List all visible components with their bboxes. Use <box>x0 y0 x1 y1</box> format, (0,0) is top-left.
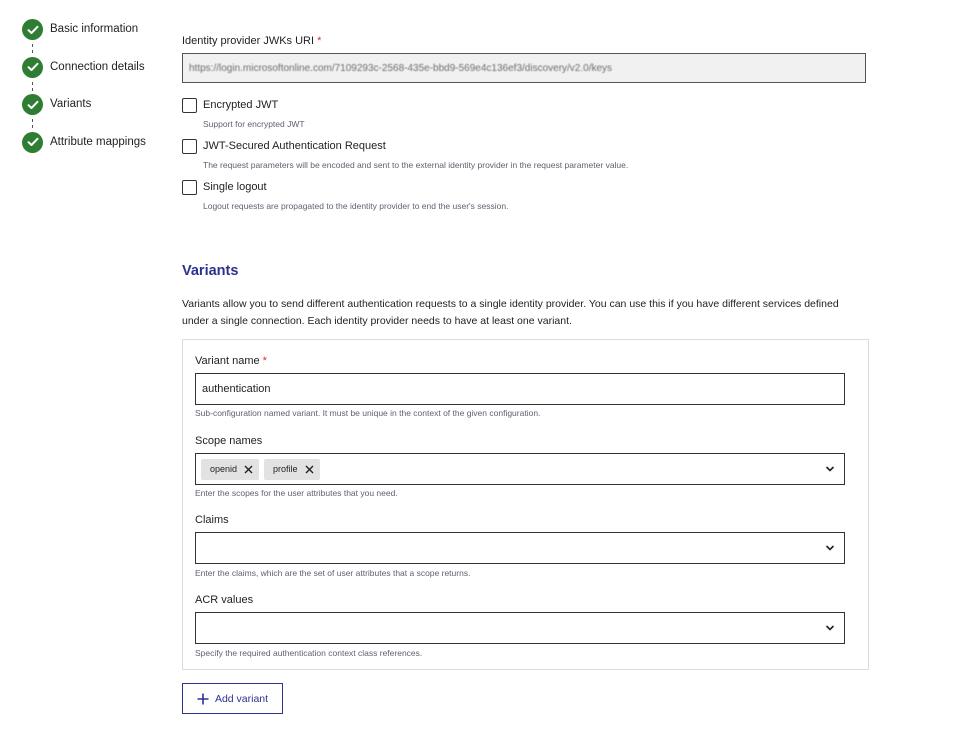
variants-description: Variants allow you to send different authentication requests to a single identity provider. You can use this if you have different services defined under a single connection. Each identity provider needs to have at least one variant. <box>182 298 839 327</box>
step-label: Connection details <box>50 60 145 73</box>
required-mark: * <box>262 355 267 367</box>
step-basic-information[interactable] <box>22 19 172 57</box>
jwks-uri-label <box>182 35 321 47</box>
claims-select[interactable] <box>195 532 845 564</box>
claims-label: Claims <box>195 514 229 526</box>
scope-chip-openid <box>201 459 259 480</box>
jwks-uri-value: https://login.microsoftonline.com/7109293c-2568-435e-bbd9-569e4c136ef3/discovery/v2.0/keys <box>189 62 613 74</box>
scope-names-label: Scope names <box>195 435 263 447</box>
variant-name-label-text: Variant name <box>195 355 260 367</box>
jwt-secured-request-label: JWT-Secured Authentication Request <box>203 140 386 152</box>
plus-icon <box>197 693 209 705</box>
variant-name-help: Sub-configuration named variant. It must be unique in the context of the given configuration. <box>195 408 541 418</box>
step-connector <box>32 119 34 128</box>
step-connector <box>32 82 34 91</box>
variant-name-input[interactable] <box>195 373 845 405</box>
checkmark-icon <box>22 57 43 78</box>
chevron-down-icon[interactable] <box>825 465 835 473</box>
step-label: Basic information <box>50 23 139 35</box>
encrypted-jwt-help: Support for encrypted JWT <box>203 119 305 129</box>
acr-values-label: ACR values <box>195 594 254 606</box>
step-label: Attribute mappings <box>50 135 146 148</box>
claims-help: Enter the claims, which are the set of user attributes that a scope returns. <box>195 568 471 578</box>
scope-names-help: Enter the scopes for the user attributes that you need. <box>195 488 398 498</box>
step-connection-details[interactable] <box>22 57 172 95</box>
close-icon[interactable] <box>305 465 314 474</box>
add-variant-label: Add variant <box>214 692 269 705</box>
variant-name-value: authentication <box>202 383 271 395</box>
single-logout-help: Logout requests are propagated to the identity provider to end the user's session. <box>203 201 509 211</box>
chip-label: openid <box>210 464 238 474</box>
checkmark-icon <box>22 94 43 115</box>
step-attribute-mappings[interactable] <box>22 132 172 170</box>
variants-heading: Variants <box>182 263 239 279</box>
acr-values-help: Specify the required authentication context class references. <box>195 648 423 658</box>
step-variants[interactable] <box>22 94 172 132</box>
checkmark-icon <box>22 19 43 40</box>
variant-name-label <box>195 355 267 367</box>
add-variant-button[interactable] <box>182 683 283 714</box>
jwt-secured-request-help: The request parameters will be encoded and sent to the external identity provider in the request parameter value. <box>203 160 629 170</box>
chevron-down-icon[interactable] <box>825 624 835 632</box>
single-logout-label: Single logout <box>203 181 267 193</box>
acr-values-select[interactable] <box>195 612 845 644</box>
scope-chip-profile <box>264 459 320 480</box>
single-logout-checkbox[interactable] <box>182 180 197 195</box>
chip-label: profile <box>273 464 298 474</box>
step-connector <box>32 44 34 53</box>
jwt-secured-request-checkbox[interactable] <box>182 139 197 154</box>
encrypted-jwt-checkbox[interactable] <box>182 98 197 113</box>
step-label: Variants <box>50 98 92 110</box>
chevron-down-icon[interactable] <box>825 544 835 552</box>
required-mark: * <box>317 35 322 47</box>
close-icon[interactable] <box>244 465 253 474</box>
jwks-uri-input[interactable] <box>182 53 866 83</box>
progress-stepper <box>22 19 172 169</box>
scope-names-select[interactable] <box>195 453 845 485</box>
checkmark-icon <box>22 132 43 153</box>
jwks-uri-label-text: Identity provider JWKs URI <box>182 35 315 47</box>
encrypted-jwt-label: Encrypted JWT <box>203 99 279 111</box>
